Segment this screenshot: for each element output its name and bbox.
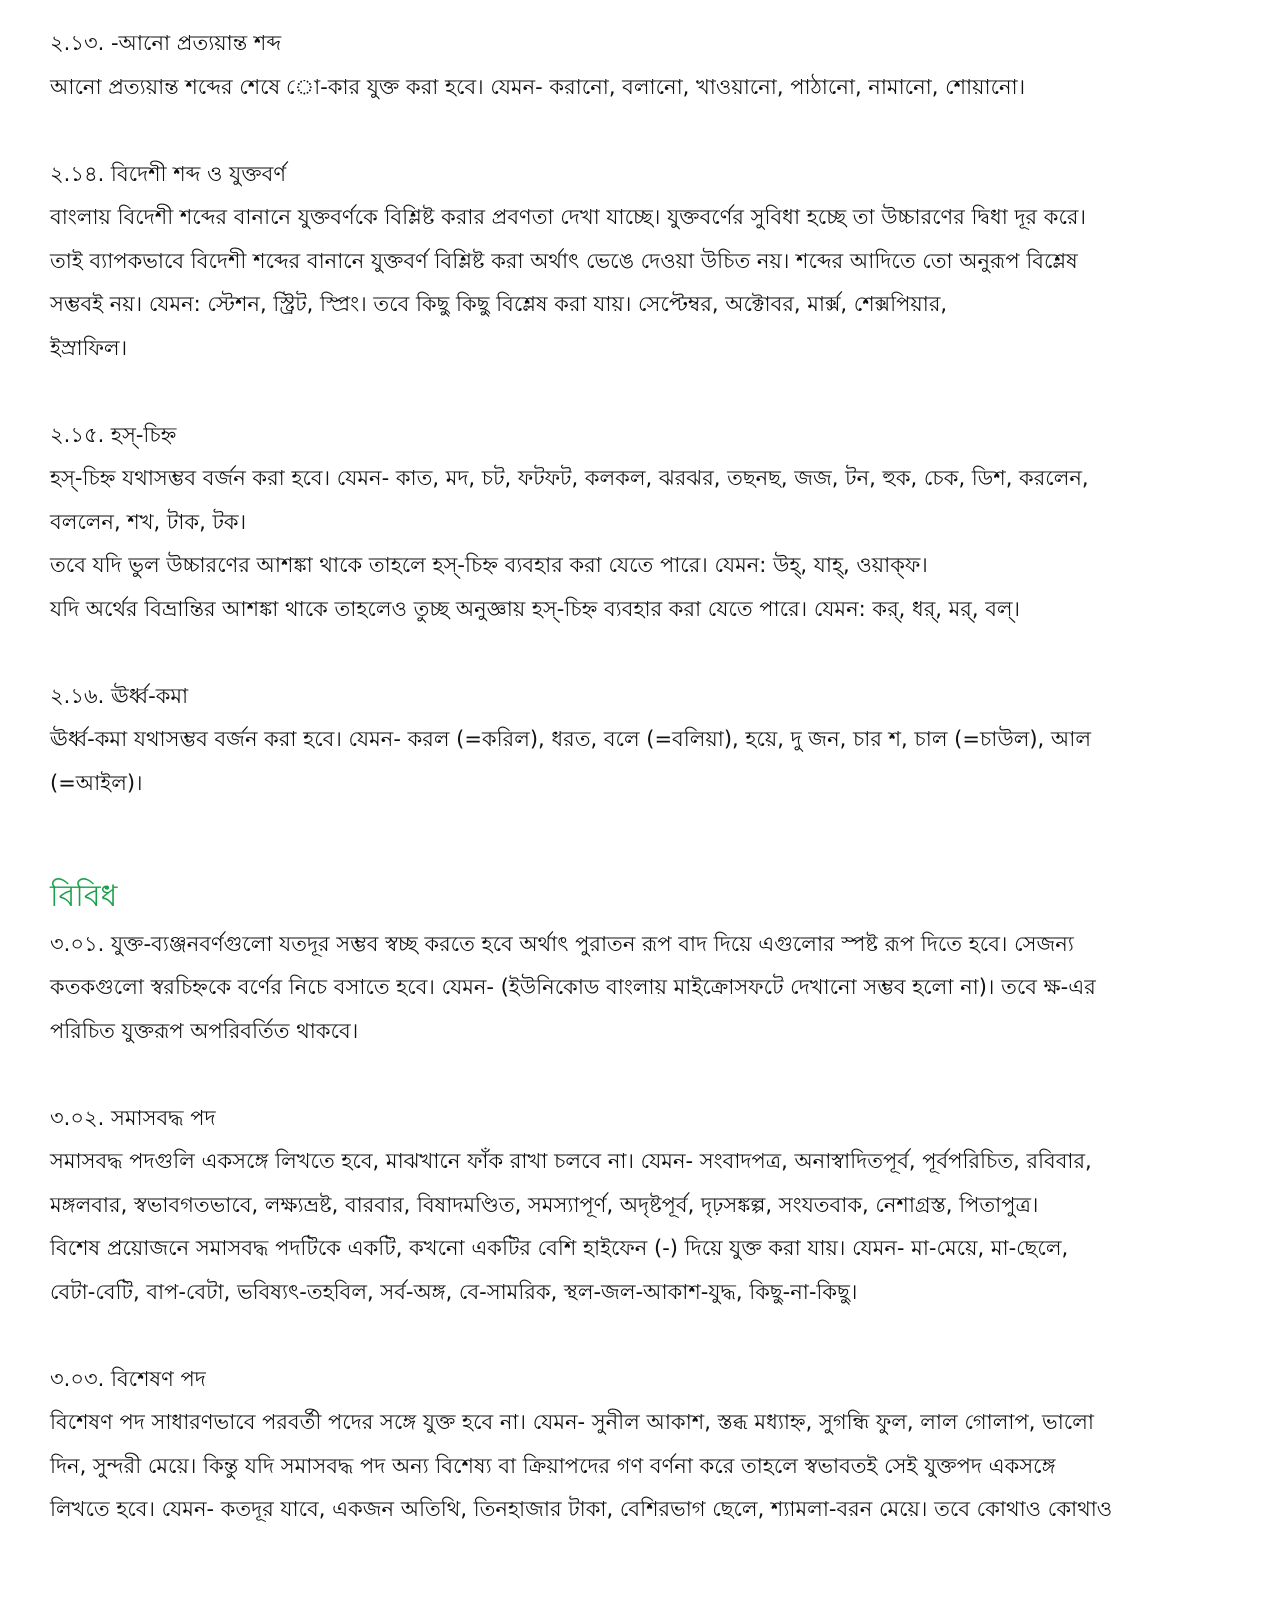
paragraph-line: (=আইল)। xyxy=(50,770,143,795)
item-3-02 xyxy=(50,1097,1240,1315)
paragraph-line: বললেন, শখ, টাক, টক। xyxy=(50,509,247,534)
paragraph-line: হস্-চিহ্ন যথাসম্ভব বর্জন করা হবে। যেমন- কাত, মদ, চট, ফটফট, কলকল, ঝরঝর, তছনছ, জজ, টন, হুক, চেক, ডিশ, করলেন, xyxy=(50,466,1089,490)
paragraph-line: তবে যদি ভুল উচ্চারণের আশঙ্কা থাকে তাহলে হস্-চিহ্ন ব্যবহার করা যেতে পারে। যেমন: উহ্, যাহ্, ওয়াক্ফ। xyxy=(50,553,928,577)
section-misc xyxy=(50,871,1240,1532)
paragraph-line: বেটা-বেটি, বাপ-বেটা, ভবিষ্যৎ-তহবিল, সর্ব-অঙ্গ, বে-সামরিক, স্থল-জল-আকাশ-যুদ্ধ, কিছু-না-কিছু। xyxy=(50,1279,858,1304)
paragraph-line: মঙ্গলবার, স্বভাবগতভাবে, লক্ষ্যভ্রষ্ট, বারবার, বিষাদমণ্ডিত, সমস্যাপূর্ণ, অদৃষ্টপূর্ব, দৃঢ়সঙ্কল্প, সংযতবাক, নেশাগ্রস্ত, পিতাপুত্র। xyxy=(50,1192,1039,1217)
paragraph-line: কতকগুলো স্বরচিহ্নকে বর্ণের নিচে বসাতে হবে। যেমন- (ইউনিকোড বাংলায় মাইক্রোসফটে দেখানো সম্ভব হলো না)। তবে ক্ষ-এর xyxy=(50,975,1096,999)
section-heading: ২.১৬. ঊর্ধ্ব-কমা xyxy=(50,683,189,708)
document-page xyxy=(50,22,1240,1532)
paragraph-line: আনো প্রত্যয়ান্ত শব্দের শেষে ো-কার যুক্ত করা হবে। যেমন- করানো, বলানো, খাওয়ানো, পাঠানো, নামানো, শোয়ানো। xyxy=(50,74,1026,99)
paragraph-line: পরিচিত যুক্তরূপ অপরিবর্তিত থাকবে। xyxy=(50,1018,359,1043)
spacer xyxy=(50,1314,1240,1358)
item-3-03 xyxy=(50,1358,1240,1532)
section-heading: ৩.০২. সমাসবদ্ধ পদ xyxy=(50,1105,216,1130)
spacer xyxy=(50,109,1240,153)
paragraph-line: বিশেষ প্রয়োজনে সমাসবদ্ধ পদটিকে একটি, কখনো একটির বেশি হাইফেন (-) দিয়ে যুক্ত করা যায়। যেমন- মা-মেয়ে, মা-ছেলে, xyxy=(50,1236,1069,1260)
paragraph-line: বিশেষণ পদ সাধারণভাবে পরবর্তী পদের সঙ্গে যুক্ত হবে না। যেমন- সুনীল আকাশ, স্তব্ধ মধ্যাহ্ন, সুগন্ধি ফুল, লাল গোলাপ, ভালো xyxy=(50,1410,1094,1434)
section-2-13 xyxy=(50,22,1240,109)
section-heading: ২.১৪. বিদেশী শব্দ ও যুক্তবর্ণ xyxy=(50,161,287,186)
spacer xyxy=(50,1053,1240,1097)
spacer xyxy=(50,805,1240,849)
paragraph-line: সমাসবদ্ধ পদগুলি একসঙ্গে লিখতে হবে, মাঝখানে ফাঁক রাখা চলবে না। যেমন- সংবাদপত্র, অনাস্বাদিতপূর্ব, পূর্বপরিচিত, রবিবার, xyxy=(50,1149,1092,1173)
section-heading: ২.১৩. -আনো প্রত্যয়ান্ত শব্দ xyxy=(50,31,282,55)
paragraph-line: যদি অর্থের বিভ্রান্তির আশঙ্কা থাকে তাহলেও তুচ্ছ অনুজ্ঞায় হস্-চিহ্ন ব্যবহার করা যেতে পারে। যেমন: কর্, ধর্, মর্, বল্। xyxy=(50,596,1021,621)
section-heading: ৩.০৩. বিশেষণ পদ xyxy=(50,1366,206,1391)
paragraph-line: ঊর্ধ্ব-কমা যথাসম্ভব বর্জন করা হবে। যেমন- করল (=করিল), ধরত, বলে (=বলিয়া), হয়ে, দু জন, চার শ, চাল (=চাউল), আল xyxy=(50,727,1092,751)
spacer xyxy=(50,370,1240,414)
section-2-15 xyxy=(50,414,1240,632)
spacer xyxy=(50,631,1240,675)
paragraph-line: ৩.০১. যুক্ত-ব্যঞ্জনবর্ণগুলো যতদূর সম্ভব স্বচ্ছ করতে হবে অর্থাৎ পুরাতন রূপ বাদ দিয়ে এগুলোর স্পষ্ট রূপ দিতে হবে। সেজন্য xyxy=(50,931,1074,956)
paragraph-line: দিন, সুন্দরী মেয়ে। কিন্তু যদি সমাসবদ্ধ পদ অন্য বিশেষ্য বা ক্রিয়াপদের গণ বর্ণনা করে তাহলে স্বভাবতই সেই যুক্তপদ একসঙ্গে xyxy=(50,1453,1056,1478)
section-heading: ২.১৫. হস্-চিহ্ন xyxy=(50,422,177,447)
paragraph-line: বাংলায় বিদেশী শব্দের বানানে যুক্তবর্ণকে বিশ্লিষ্ট করার প্রবণতা দেখা যাচ্ছে। যুক্তবর্ণের সুবিধা হচ্ছে তা উচ্চারণের দ্বিধা দূর করে। xyxy=(50,205,1086,229)
paragraph-line: ইস্রাফিল। xyxy=(50,335,128,360)
item-3-01 xyxy=(50,923,1240,1054)
paragraph-line: সম্ভবই নয়। যেমন: স্টেশন, স্ট্রিট, স্প্রিং। তবে কিছু কিছু বিশ্লেষ করা যায়। সেপ্টেম্বর, অক্টোবর, মার্ক্স, শেক্সপিয়ার, xyxy=(50,292,948,316)
paragraph-line: লিখতে হবে। যেমন- কতদূর যাবে, একজন অতিথি, তিনহাজার টাকা, বেশিরভাগ ছেলে, শ্যামলা-বরন মেয়ে। তবে কোথাও কোথাও xyxy=(50,1497,1113,1521)
misc-section-title: বিবিধ xyxy=(50,878,118,914)
section-2-14 xyxy=(50,153,1240,371)
paragraph-line: তাই ব্যাপকভাবে বিদেশী শব্দের বানানে যুক্তবর্ণ বিশ্লিষ্ট করা অর্থাৎ ভেঙে দেওয়া উচিত নয়। শব্দের আদিতে তো অনুরূপ বিশ্লেষ xyxy=(50,248,1078,273)
section-2-16 xyxy=(50,675,1240,806)
